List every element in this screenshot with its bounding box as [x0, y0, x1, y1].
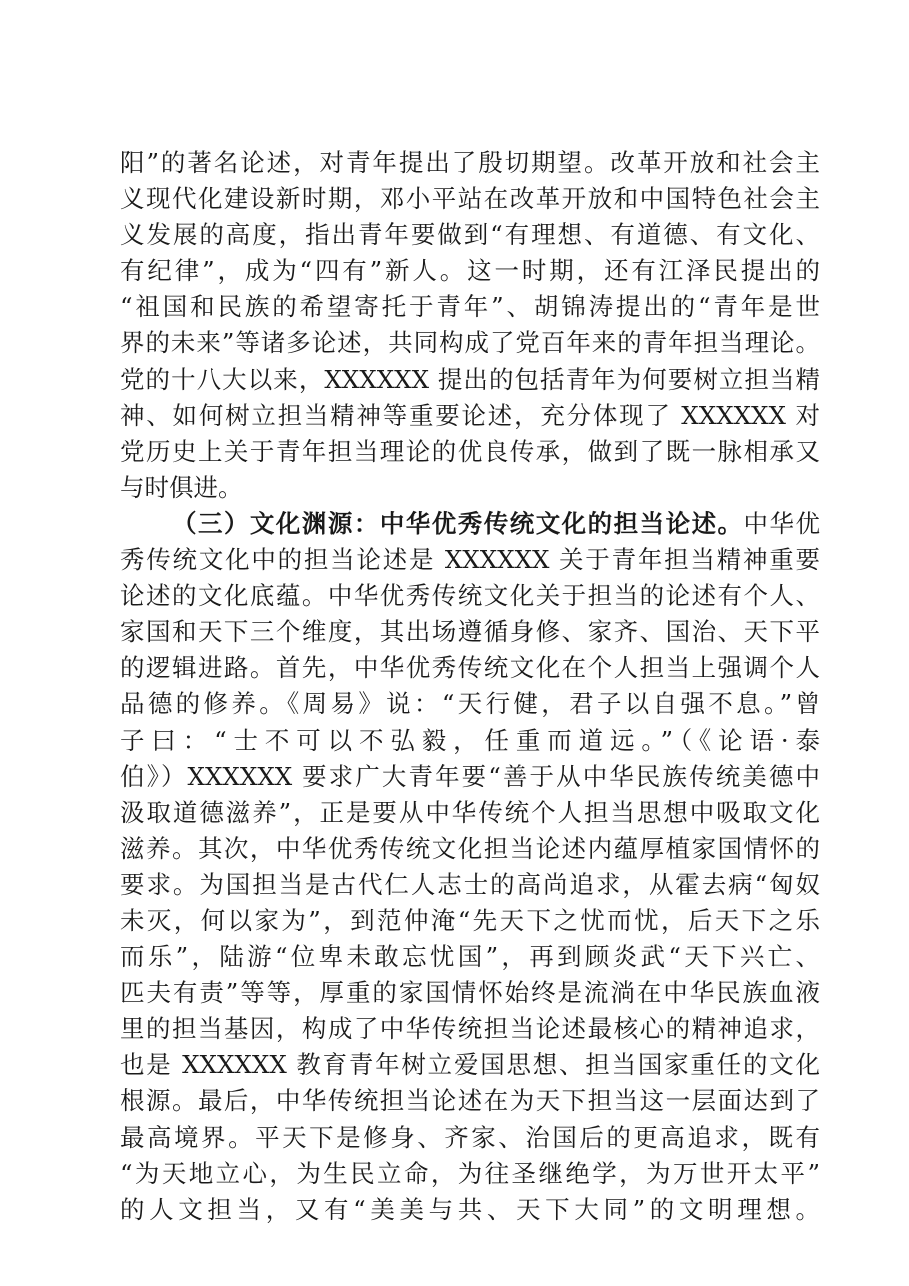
text-line: 未灭，何以家为”，到范仲淹“先天下之忧而忧，后天下之乐 [120, 905, 820, 935]
text-line: 里的担当基因，构成了中华传统担当论述最核心的精神追求， [120, 1014, 820, 1044]
text-line: 伯》）XXXXXX 要求广大青年要“善于从中华民族传统美德中 [120, 761, 820, 791]
text-line: 与时俱进。 [120, 472, 243, 502]
section-heading: （三）文化渊源：中华优秀传统文化的担当论述。 [172, 508, 744, 538]
text-line: 的逻辑进路。首先，中华优秀传统文化在个人担当上强调个人 [120, 653, 820, 683]
text-line: 家国和天下三个维度，其出场遵循身修、家齐、国治、天下平 [120, 617, 820, 647]
section-first-line [120, 506, 820, 542]
text-line: 秀传统文化中的担当论述是 XXXXXX 关于青年担当精神重要 [120, 545, 820, 575]
text-line: 汲取道德滋养”，正是要从中华传统个人担当思想中吸取文化 [120, 797, 820, 827]
section-first-line-rest: 中华优 [743, 508, 821, 538]
text-line: 匹夫有责”等等，厚重的家国情怀始终是流淌在中华民族血液 [120, 978, 820, 1008]
text-line: 子曰：“士不可以不弘毅，任重而道远。”（《论语·泰 [120, 725, 820, 755]
text-line: 也是 XXXXXX 教育青年树立爱国思想、担当国家重任的文化 [120, 1050, 820, 1080]
text-line: 义现代化建设新时期，邓小平站在改革开放和中国特色社会主 [120, 184, 820, 214]
text-line: 要求。为国担当是古代仁人志士的高尚追求，从霍去病“匈奴 [120, 869, 820, 899]
text-line: 党历史上关于青年担当理论的优良传承，做到了既一脉相承又 [120, 436, 820, 466]
text-line: 最高境界。平天下是修身、齐家、治国后的更高追求，既有 [120, 1122, 820, 1152]
text-line: 党的十八大以来，XXXXXX 提出的包括青年为何要树立担当精 [120, 364, 820, 394]
text-line: 滋养。其次，中华优秀传统文化担当论述内蕴厚植家国情怀的 [120, 833, 820, 863]
text-line: 阳”的著名论述，对青年提出了殷切期望。改革开放和社会主 [120, 148, 820, 177]
text-line: 义发展的高度，指出青年要做到“有理想、有道德、有文化、 [120, 220, 820, 250]
text-line: 有纪律”，成为“四有”新人。这一时期，还有江泽民提出的 [120, 256, 820, 286]
body-text [120, 145, 820, 1228]
text-line: 论述的文化底蕴。中华优秀传统文化关于担当的论述有个人、 [120, 581, 820, 611]
text-line: 界的未来”等诸多论述，共同构成了党百年来的青年担当理论。 [120, 328, 820, 358]
text-line: 的人文担当，又有“美美与共、天下大同”的文明理想。 [120, 1194, 820, 1224]
text-line: 根源。最后，中华传统担当论述在为天下担当这一层面达到了 [120, 1086, 820, 1116]
text-line: “为天地立心，为生民立命，为往圣继绝学，为万世开太平” [120, 1158, 820, 1188]
text-line: 而乐”，陆游“位卑未敢忘忧国”，再到顾炎武“天下兴亡、 [120, 942, 820, 972]
text-line: “祖国和民族的希望寄托于青年”、胡锦涛提出的“青年是世 [120, 292, 820, 322]
text-line: 神、如何树立担当精神等重要论述，充分体现了 XXXXXX 对 [120, 400, 820, 430]
text-line: 品德的修养。《周易》说：“天行健，君子以自强不息。”曾 [120, 689, 820, 719]
